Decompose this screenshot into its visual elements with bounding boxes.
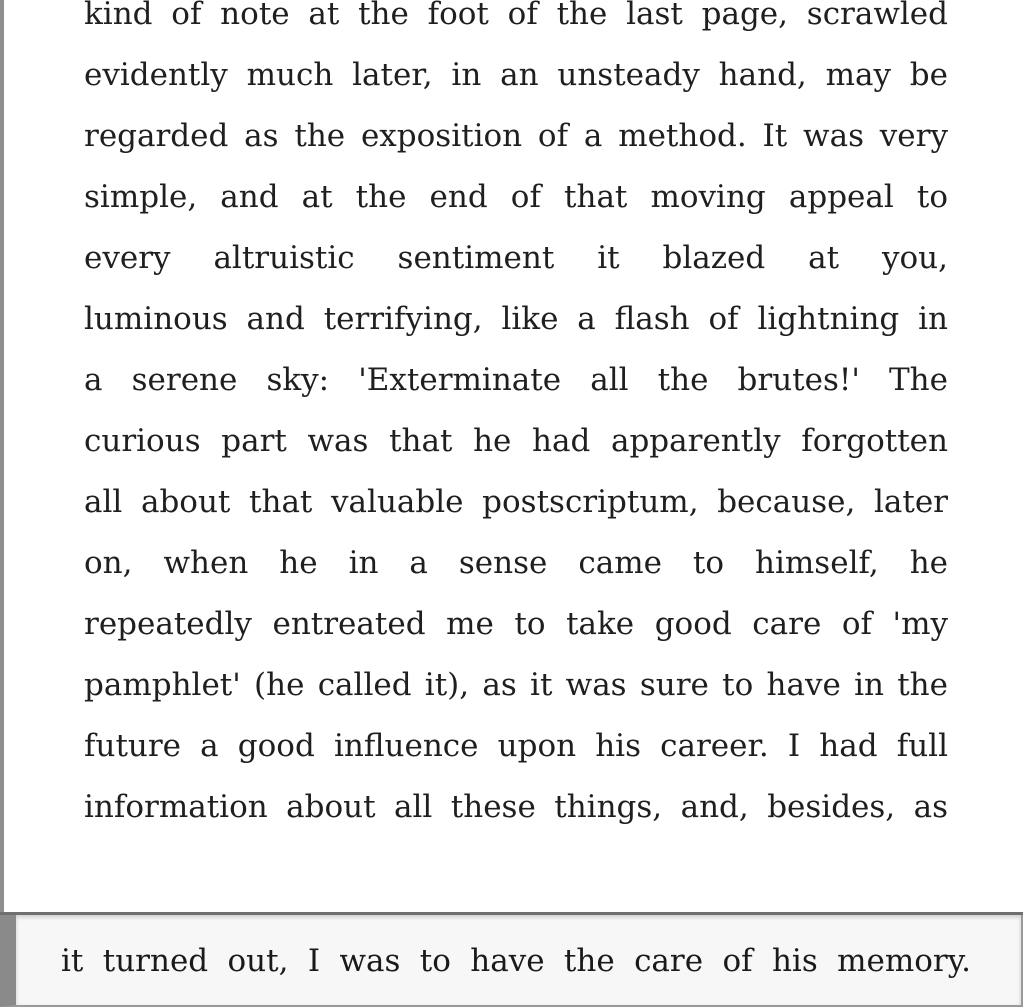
text-line: every altruistic sentiment it blazed at you, — [84, 240, 948, 276]
text-line: luminous and terrifying, like a flash of lightning in — [84, 301, 948, 337]
text-line: repeatedly entreated me to take good care of 'my — [84, 606, 948, 642]
text-line: simple, and at the end of that moving appeal to — [84, 179, 948, 215]
text-line: on, when he in a sense came to himself, he — [84, 545, 948, 581]
next-page-preview-panel[interactable] — [0, 915, 1023, 1007]
text-line: regarded as the exposition of a method. It was very — [84, 118, 948, 154]
text-line: a serene sky: 'Exterminate all the brutes!' The — [84, 362, 948, 398]
text-line: kind of note at the foot of the last page, scrawled — [84, 0, 948, 32]
text-line: pamphlet' (he called it), as it was sure to have in the — [84, 667, 948, 703]
text-line: all about that valuable postscriptum, because, later — [84, 484, 948, 520]
next-page-text-line: it turned out, I was to have the care of his memory. — [61, 943, 971, 979]
text-line: future a good influence upon his career. I had full — [84, 728, 948, 764]
text-line: information about all these things, and, besides, as — [84, 789, 948, 825]
page-text-block — [84, 0, 948, 838]
text-line: evidently much later, in an unsteady hand, may be — [84, 57, 948, 93]
text-line: curious part was that he had apparently forgotten — [84, 423, 948, 459]
